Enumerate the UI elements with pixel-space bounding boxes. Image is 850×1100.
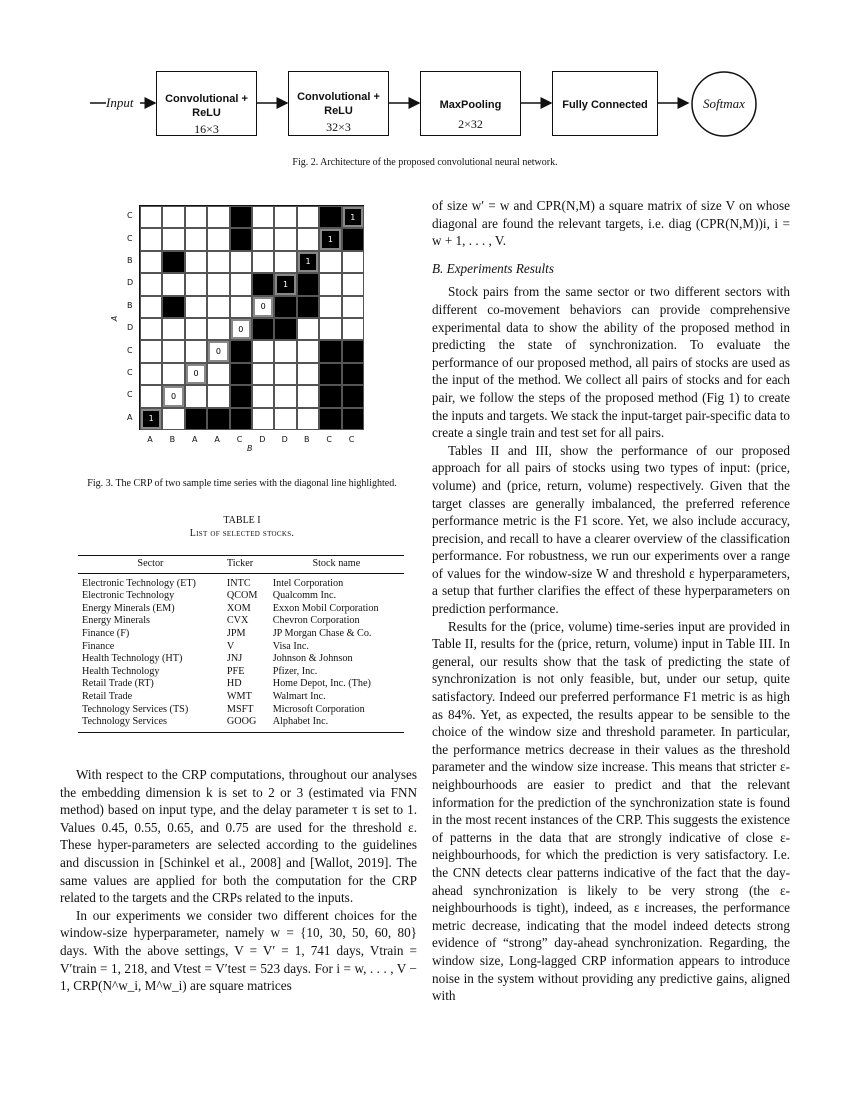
crp-cell [297, 340, 319, 362]
left-paragraph-2: In our experiments we consider two different choices for the window-size hyperparameter, namely w = {10, 30, 50, 60, 80} days. With the above settings, V = V′ = 1, 741 days, Vtrain = V′train = 1, 218, and Vtest = V′test = 523 days. For i = w, . . . , V − 1, CRP(N^w_i, M^w_i) are square matrices [60, 907, 417, 994]
table-row [78, 716, 404, 732]
crp-x-tick: A [147, 435, 153, 444]
crp-x-tick: C [326, 435, 332, 444]
cell-sector: Health Technology (HT) [82, 653, 183, 665]
right-paragraph-1: Stock pairs from the same sector or two different sectors with different co-movement behaviors can provide comprehensive experimental data to show the ability of the proposed method in predicting the state of synchronization. To evaluate the performance of our proposed method, all pairs of stocks are used as the input of the method. We collect all pairs of stocks and for each pair, we follow the steps of the proposed method (Fig 1) to create the inputs and targets. We stack the input-target pair-specific data to create a single train and test set for all pairs. [432, 284, 790, 441]
crp-x-tick: A [214, 435, 220, 444]
cell-sector: Health Technology [82, 665, 160, 677]
crp-cell [230, 228, 252, 250]
crp-cell [185, 408, 207, 430]
cell-ticker: WMT [226, 690, 252, 702]
right-paragraph-3: Results for the (price, volume) time-series input are provided in Table II, results for the (price, return, volume) input in Table III. In general, our results show that the task of predicting the state of synchronization is not only feasible, but, under our setup, quite satisfactory. Indeed our preferred performance F1 metric is as high as 84%. Yet, as expected, the results appear to be sensible to the choice of the window size and threshold parameter. In particular, the performance metrics decrease in their values as the threshold parameter and the window size increase. This means that stricter ε-neighbourhoods are easier to predict and that the relevant information for the prediction of the synchronization state is found in the most recent instances of the CRP. This suggests the existence of patterns in the data that are strongly indicative of close ε-neighbourhoods, for which the prediction is very satisfactory. I.e. the CNN detects clear patterns indicative of the fact that the day-ahead synchronization is likely to be very strong (the ε-neighbourhoods is tight), indeed, as ε increases, the performance metric decrease, indicating that the model indeed detects strong evidence of “strong” day-ahead synchronization. Regarding, the window size, Long-lagged CRP information appears to introduce noise in the system without providing any predictive gains, aligned with [432, 618, 790, 1004]
table-row [78, 691, 404, 704]
cell-sector: Electronic Technology [82, 590, 175, 602]
table-row [78, 653, 404, 666]
crp-cell [185, 251, 207, 273]
crp-cell [274, 385, 296, 407]
right-paragraph-2: Tables II and III, show the performance of our proposed approach for all pairs of stocks using two types of input: (price, volume) and (price, return, volume) respectively. Given that the target classes are generally imbalanced, the preferred reference performance metric is the F1 score. Yet, we also include accuracy, precision, and recall to have a clearer overview of the classification performance. For robustness, we run our experiments over a range of values for the window-size W and threshold ε hyperparameters, a setup that further clarifies the effect of these hyperparameters on prediction performance. [432, 442, 790, 617]
header-sector: Sector [78, 556, 223, 574]
crp-cell [319, 340, 341, 362]
cell-sector: Finance [82, 640, 115, 652]
table-row [78, 603, 404, 616]
crp-x-tick: A [192, 435, 198, 444]
crp-cell [252, 340, 274, 362]
crp-cell [319, 408, 341, 430]
cell-sector: Retail Trade (RT) [82, 678, 154, 690]
cell-stock-name: Microsoft Corporation [272, 703, 365, 715]
crp-cell [162, 228, 184, 250]
crp-cell [140, 206, 162, 228]
crp-cell [162, 408, 184, 430]
crp-y-tick: D [127, 323, 134, 333]
crp-cell [342, 296, 364, 318]
crp-cell [162, 251, 184, 273]
table1-subtitle: List of selected stocks. [189, 528, 295, 539]
crp-cell [207, 385, 229, 407]
left-paragraph-1: With respect to the CRP computations, throughout our analyses the embedding dimension k is set to 2 or 3 (estimated via FNN method) based on input type, and the delay parameter τ is set to 1. Values 0.45, 0.55, 0.65, and 0.75 are used for the threshold ε. These hyper-parameters are selected according to the guidelines and discussion in [Schinkel et al., 2008] and [Wallot, 2019]. The same values are applied for both the computation for the CRP related to the targets and the CRPs related to the inputs. [60, 767, 417, 906]
cell-stock-name: JP Morgan Chase & Co. [272, 627, 372, 639]
crp-cell [297, 228, 319, 250]
cell-ticker: INTC [226, 577, 251, 589]
table-row [78, 678, 404, 691]
crp-cell [162, 363, 184, 385]
crp-cell [252, 408, 274, 430]
cell-ticker: CVX [226, 615, 249, 627]
crp-cell [252, 273, 274, 295]
crp-x-tick: B [304, 435, 310, 444]
cell-ticker: PFE [226, 665, 245, 677]
stocks-table [78, 555, 404, 733]
cell-ticker: V [226, 640, 235, 652]
crp-cell [140, 318, 162, 340]
fig2-box-conv2-label1: Convolutional + [297, 91, 380, 103]
crp-cell [297, 318, 319, 340]
fig2-box-fc [552, 71, 658, 136]
crp-cell [342, 340, 364, 362]
crp-cell [185, 273, 207, 295]
crp-cell [252, 385, 274, 407]
cell-ticker: QCOM [226, 590, 258, 602]
crp-cell [274, 363, 296, 385]
crp-cell [207, 318, 229, 340]
cell-ticker: MSFT [226, 703, 254, 715]
fig2-box-conv1-label2: ReLU [192, 107, 221, 119]
fig2-box-maxpool-label: MaxPooling [439, 99, 502, 111]
crp-cell [319, 363, 341, 385]
right-column-text [432, 197, 790, 1005]
crp-cell [162, 206, 184, 228]
cell-stock-name: Home Depot, Inc. (The) [272, 678, 371, 690]
crp-y-tick: C [127, 390, 133, 400]
crp-y-tick: C [127, 345, 133, 355]
crp-xlabel: B [247, 444, 253, 453]
table-row [78, 628, 404, 641]
crp-y-tick: C [127, 233, 133, 243]
fig2-caption: Fig. 2. Architecture of the proposed convolutional neural network. [292, 157, 558, 168]
crp-cell [140, 273, 162, 295]
crp-plot [139, 205, 364, 430]
crp-cell [252, 318, 274, 340]
crp-cell [342, 273, 364, 295]
crp-ylabel: A [110, 315, 120, 322]
crp-diagonal-cell: 1 [141, 409, 161, 429]
crp-diagonal-cell: 1 [298, 252, 318, 272]
crp-cell [207, 408, 229, 430]
crp-cell [319, 296, 341, 318]
crp-cell [274, 251, 296, 273]
right-paragraph-0: of size w′ = w and CPR(N,M) a square matrix of size V on whose diagonal are found the relevant targets, i.e. diag (CPR(N,M))i, i = w + 1, . . . , V. [432, 198, 790, 249]
crp-cell [185, 206, 207, 228]
table-row [78, 573, 404, 590]
crp-cell [297, 363, 319, 385]
header-ticker: Ticker [223, 556, 269, 574]
crp-cell [342, 318, 364, 340]
crp-cell [319, 273, 341, 295]
crp-cell [297, 206, 319, 228]
cell-sector: Finance (F) [82, 627, 130, 639]
crp-cell [274, 296, 296, 318]
crp-cell [230, 273, 252, 295]
crp-cell [230, 340, 252, 362]
cell-sector: Electronic Technology (ET) [82, 577, 196, 589]
fig2-box-maxpool-sub: 2×32 [458, 117, 483, 131]
crp-cell [274, 408, 296, 430]
crp-cell [140, 251, 162, 273]
crp-cell [297, 273, 319, 295]
crp-cell [342, 385, 364, 407]
table-row [78, 590, 404, 603]
fig2-softmax-label: Softmax [703, 96, 745, 111]
crp-cell [319, 251, 341, 273]
cell-stock-name: Alphabet Inc. [269, 716, 404, 732]
crp-cell [297, 408, 319, 430]
cell-ticker: JNJ [226, 653, 243, 665]
cell-stock-name: Walmart Inc. [272, 690, 326, 702]
section-heading-experiments: B. Experiments Results [432, 260, 554, 276]
crp-diagonal-cell: 0 [231, 319, 251, 339]
crp-y-tick: A [127, 412, 133, 422]
cell-sector: Retail Trade [82, 690, 133, 702]
cell-stock-name: Exxon Mobil Corporation [272, 602, 379, 614]
table-header-row [78, 556, 404, 574]
cell-ticker: XOM [226, 602, 251, 614]
crp-cell [274, 340, 296, 362]
crp-diagonal-cell: 0 [163, 386, 183, 406]
fig3-caption: Fig. 3. The CRP of two sample time series with the diagonal line highlighted. [87, 478, 397, 489]
cell-stock-name: Visa Inc. [272, 640, 309, 652]
crp-cell [342, 408, 364, 430]
cell-ticker: HD [226, 678, 242, 690]
cell-sector: Energy Minerals (EM) [82, 602, 175, 614]
crp-y-tick: B [127, 256, 133, 265]
crp-cell [140, 228, 162, 250]
crp-cell [252, 251, 274, 273]
table-row [78, 641, 404, 654]
crp-cell [230, 206, 252, 228]
left-column-text [60, 766, 417, 995]
crp-cell [207, 206, 229, 228]
crp-cell [207, 296, 229, 318]
fig2-box-conv2-label2: ReLU [324, 105, 353, 117]
table-row [78, 615, 404, 628]
fig2-input-label: Input [106, 95, 134, 110]
crp-cell [319, 385, 341, 407]
crp-cell [297, 296, 319, 318]
cell-stock-name: Chevron Corporation [272, 615, 360, 627]
crp-cell [274, 318, 296, 340]
cell-ticker: GOOG [223, 716, 269, 732]
crp-cell [207, 363, 229, 385]
crp-cell [185, 318, 207, 340]
crp-cell [230, 408, 252, 430]
crp-y-tick: B [127, 300, 133, 310]
crp-cell [252, 206, 274, 228]
crp-x-tick: C [236, 435, 243, 444]
crp-cell [185, 228, 207, 250]
crp-cell [207, 273, 229, 295]
crp-y-tick: C [127, 211, 133, 221]
crp-y-tick: C [127, 368, 133, 377]
crp-x-tick: D [281, 435, 288, 444]
crp-diagonal-cell: 0 [253, 297, 273, 317]
crp-cell [162, 318, 184, 340]
cell-stock-name: Intel Corporation [272, 577, 344, 589]
crp-cell [140, 340, 162, 362]
crp-cell [342, 251, 364, 273]
cell-sector: Technology Services [78, 716, 223, 732]
crp-cell [162, 273, 184, 295]
crp-diagonal-cell: 1 [320, 229, 340, 249]
table-row [78, 666, 404, 679]
fig2-box-fc-label: Fully Connected [562, 99, 648, 111]
fig2-box-conv2-sub: 32×3 [326, 120, 351, 134]
crp-cell [230, 385, 252, 407]
crp-x-tick: B [169, 435, 176, 444]
table-row [78, 704, 404, 717]
header-stock-name: Stock name [269, 556, 404, 574]
crp-cell [140, 363, 162, 385]
crp-cell [274, 228, 296, 250]
cell-stock-name: Qualcomm Inc. [272, 590, 337, 602]
table1-title: TABLE I [223, 515, 261, 526]
crp-diagonal-cell: 0 [186, 364, 206, 384]
crp-x-tick: C [348, 435, 355, 444]
crp-cell [140, 385, 162, 407]
crp-cell [162, 296, 184, 318]
cell-sector: Energy Minerals [82, 615, 150, 627]
crp-cell [297, 385, 319, 407]
crp-cell [230, 251, 252, 273]
crp-diagonal-cell: 1 [275, 274, 295, 294]
crp-cell [342, 228, 364, 250]
crp-diagonal-cell: 1 [343, 207, 363, 227]
crp-cell [274, 206, 296, 228]
cell-sector: Technology Services (TS) [82, 703, 189, 715]
crp-cell [207, 251, 229, 273]
fig2-box-conv1-sub: 16×3 [194, 122, 219, 136]
crp-cell [342, 363, 364, 385]
crp-cell [252, 363, 274, 385]
cell-stock-name: Johnson & Johnson [272, 653, 353, 665]
fig2-box-conv1-label1: Convolutional + [165, 93, 248, 105]
cell-stock-name: Pfizer, Inc. [272, 665, 318, 677]
crp-cell [140, 296, 162, 318]
crp-cell [252, 228, 274, 250]
crp-cell [319, 318, 341, 340]
crp-diagonal-cell: 0 [208, 341, 228, 361]
crp-x-tick: D [259, 435, 266, 444]
crp-cell [185, 296, 207, 318]
crp-cell [185, 385, 207, 407]
crp-cell [230, 296, 252, 318]
crp-cell [162, 340, 184, 362]
crp-cell [207, 228, 229, 250]
crp-y-tick: D [127, 278, 134, 288]
crp-cell [230, 363, 252, 385]
crp-cell [185, 340, 207, 362]
crp-cell [319, 206, 341, 228]
cell-ticker: JPM [226, 627, 246, 639]
